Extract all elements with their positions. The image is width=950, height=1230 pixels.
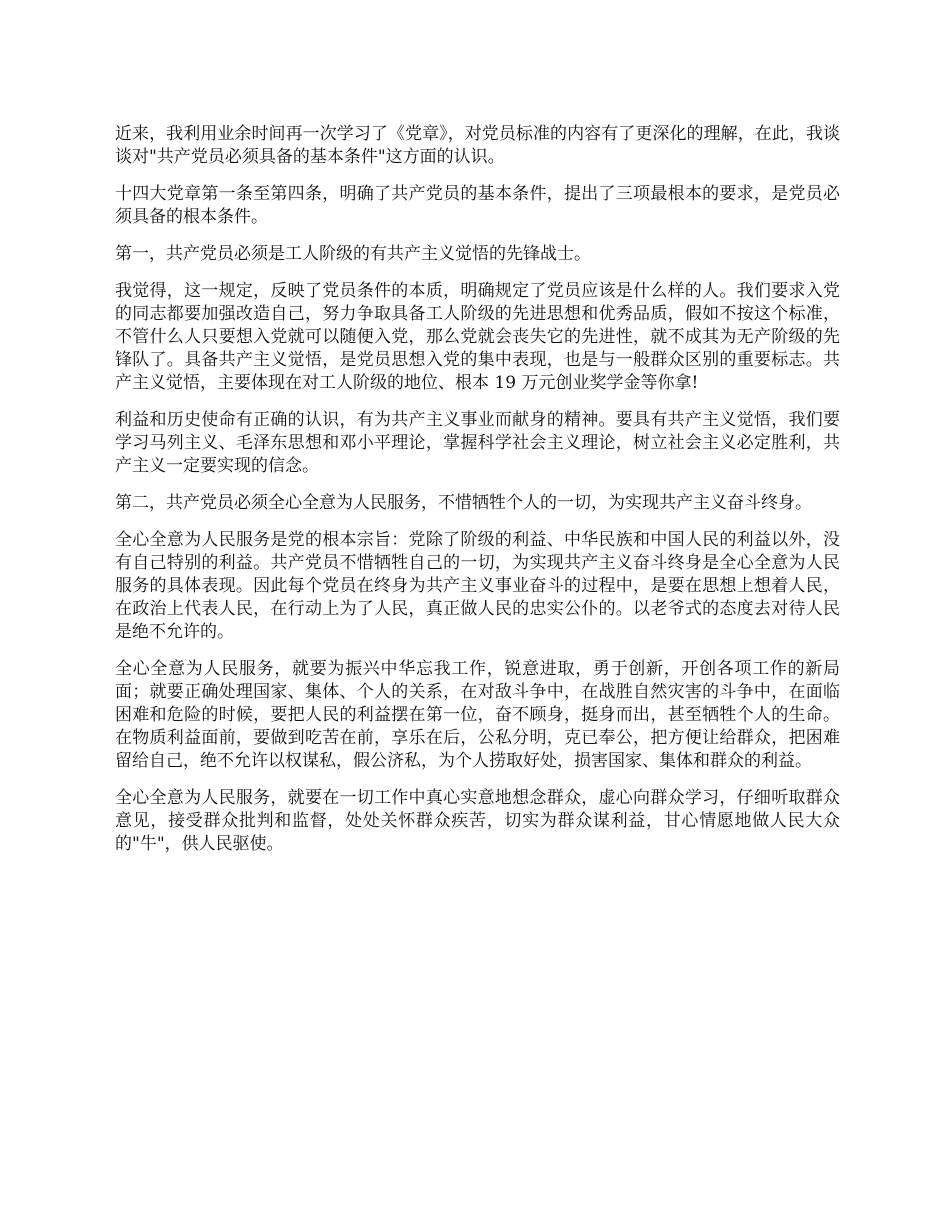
document-body (115, 123, 840, 870)
paragraph-intro: 近来，我利用业余时间再一次学习了《党章》，对党员标准的内容有了更深化的理解，在此，我谈谈对"共产党员必须具备的基本条件"这方面的认识。 (115, 124, 840, 167)
paragraph-point-two: 第二，共产党员必须全心全意为人民服务，不惜牺牲个人的一切，为实现共产主义奋斗终身。 (115, 493, 812, 513)
paragraph-serve-people: 全心全意为人民服务，就要为振兴中华忘我工作，锐意进取，勇于创新，开创各项工作的新局面；就要正确处理国家、集体、个人的关系，在对敌斗争中，在战胜自然灾害的斗争中，在面临困难和危险的时候，要把人民的利益摆在第一位，奋不顾身，挺身而出，甚至牺牲个人的生命。在物质利益面前，要做到吃苦在前，享乐在后，公私分明，克已奉公，把方便让给群众，把困难留给自己，绝不允许以权谋私，假公济私，为个人捞取好处，损害国家、集体和群众的利益。 (115, 659, 840, 771)
paragraph-point-two-detail: 全心全意为人民服务是党的根本宗旨：党除了阶级的利益、中华民族和中国人民的利益以外，没有自己特别的利益。共产党员不惜牺牲自己的一切，为实现共产主义奋斗终身是全心全意为人民服务的具体表现。因此每个党员在终身为共产主义事业奋斗的过程中，是要在思想上想着人民，在政治上代表人民，在行动上为了人民，真正做人民的忠实公仆的。以老爷式的态度去对待人民是绝不允许的。 (115, 530, 840, 642)
paragraph-point-one: 第一，共产党员必须是工人阶级的有共产主义觉悟的先锋战士。 (115, 244, 591, 264)
paragraph-point-one-continued: 利益和历史使命有正确的认识，有为共产主义事业而献身的精神。要具有共产主义觉悟，我们要学习马列主义、毛泽东思想和邓小平理论，掌握科学社会主义理论，树立社会主义必定胜利，共产主义一定要实现的信念。 (115, 410, 840, 476)
paragraph-point-one-detail: 我觉得，这一规定，反映了党员条件的本质，明确规定了党员应该是什么样的人。我们要求入党的同志都要加强改造自己，努力争取具备工人阶级的先进思想和优秀品质，假如不按这个标准，不管什么人只要想入党就可以随便入党，那么党就会丧失它的先进性，就不成其为无产阶级的先锋队了。具备共产主义觉悟，是党员思想入党的集中表现，也是与一般群众区别的重要标志。共产主义觉悟，主要体现在对工人阶级的地位、根本 19 万元创业奖学金等你拿! (115, 281, 840, 393)
paragraph-serve-masses: 全心全意为人民服务，就要在一切工作中真心实意地想念群众，虚心向群众学习，仔细听取群众意见，接受群众批判和监督，处处关怀群众疾苦，切实为群众谋利益，甘心情愿地做人民大众的"牛"，供人民驱使。 (115, 788, 840, 854)
paragraph-articles: 十四大党章第一条至第四条，明确了共产党员的基本条件，提出了三项最根本的要求，是党员必须具备的根本条件。 (115, 184, 840, 227)
